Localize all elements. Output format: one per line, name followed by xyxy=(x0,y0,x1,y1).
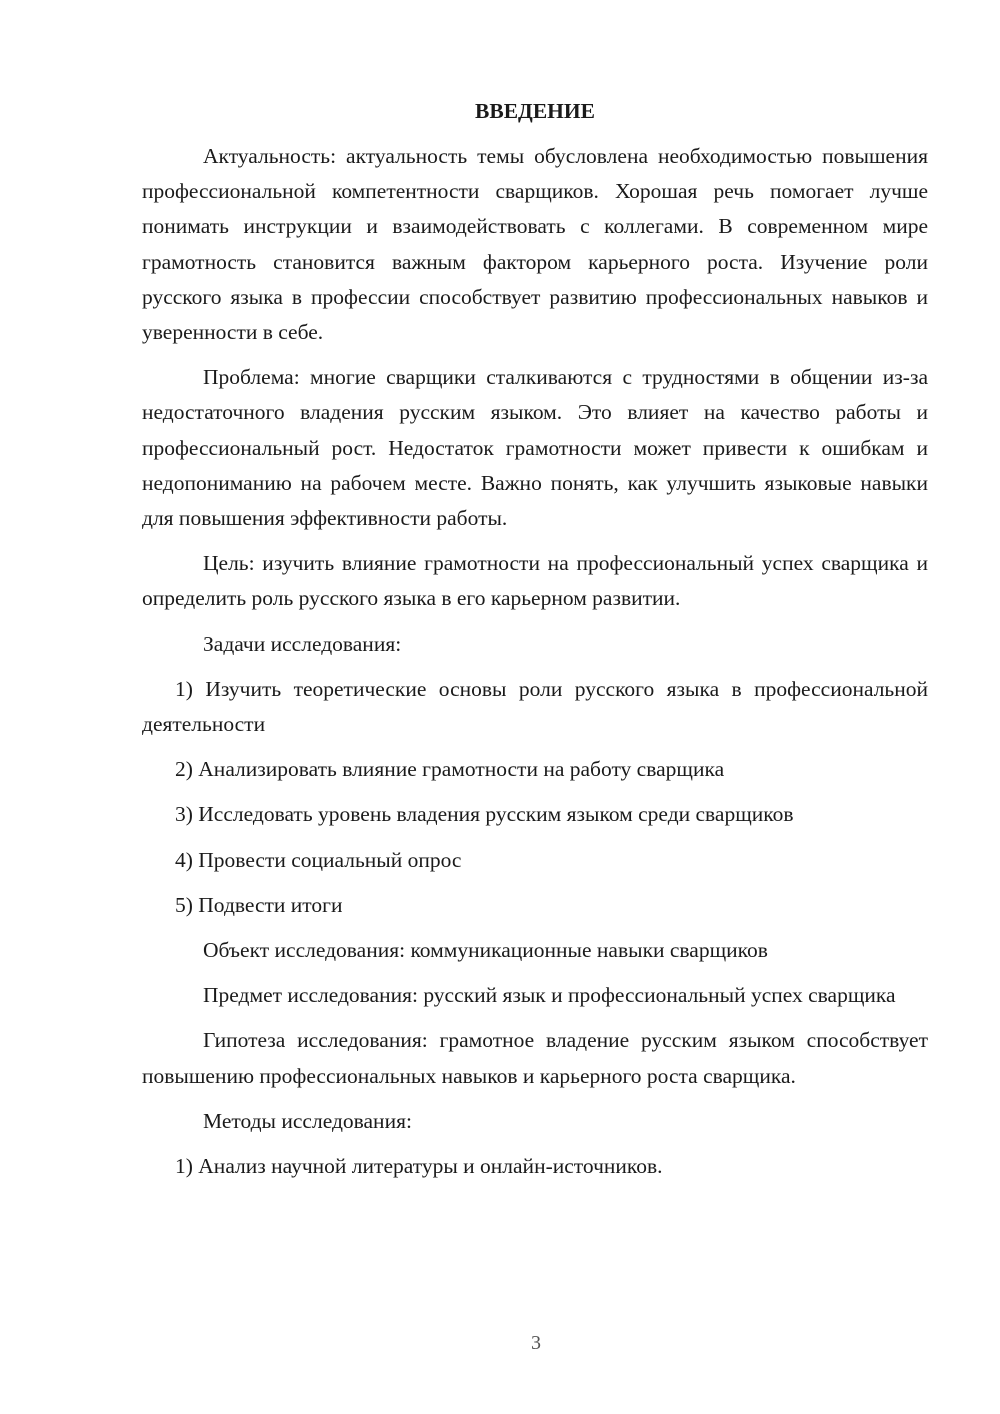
page-number: 3 xyxy=(531,1332,541,1354)
task-item-5: 5) Подвести итоги xyxy=(175,892,343,917)
page-title: ВВЕДЕНИЕ xyxy=(475,99,595,123)
methods-heading: Методы исследования: xyxy=(203,1108,412,1133)
task-item-3: 3) Исследовать уровень владения русским языком среди сварщиков xyxy=(175,802,794,827)
subject-paragraph: Предмет исследования: русский язык и профессиональный успех сварщика xyxy=(203,983,896,1008)
object-paragraph: Объект исследования: коммуникационные навыки сварщиков xyxy=(203,938,768,963)
task-item-2: 2) Анализировать влияние грамотности на работу сварщика xyxy=(175,757,725,782)
hypothesis-paragraph: Гипотеза исследования: грамотное владение русским языком способствует повышению профессиональных навыков и карьерного роста сварщика. xyxy=(142,1028,928,1088)
tasks-heading: Задачи исследования: xyxy=(203,631,402,656)
problem-paragraph: Проблема: многие сварщики сталкиваются с трудностями в общении из-за недостаточного владения русским языком. Это влияет на качество работы и профессиональный рост. Недостаток грамотности может привести к ошибкам и недопониманию на рабочем месте. Важно понять, как улучшить языковые навыки для повышения эффективности работы. xyxy=(142,365,928,531)
task-item-1: 1) Изучить теоретические основы роли русского языка в профессиональной деятельности xyxy=(142,676,928,737)
method-item-1: 1) Анализ научной литературы и онлайн-источников. xyxy=(175,1154,663,1179)
goal-paragraph: Цель: изучить влияние грамотности на профессиональный успех сварщика и определить роль русского языка в его карьерном развитии. xyxy=(142,551,928,611)
relevance-paragraph: Актуальность: актуальность темы обусловлена необходимостью повышения профессиональной компетентности сварщиков. Хорошая речь помогает лучше понимать инструкции и взаимодействовать с коллегами. В современном мире грамотность становится важным фактором карьерного роста. Изучение роли русского языка в профессии способствует развитию профессиональных навыков и уверенности в себе. xyxy=(142,144,928,345)
document-page xyxy=(142,94,928,1194)
task-item-4: 4) Провести социальный опрос xyxy=(175,847,462,872)
